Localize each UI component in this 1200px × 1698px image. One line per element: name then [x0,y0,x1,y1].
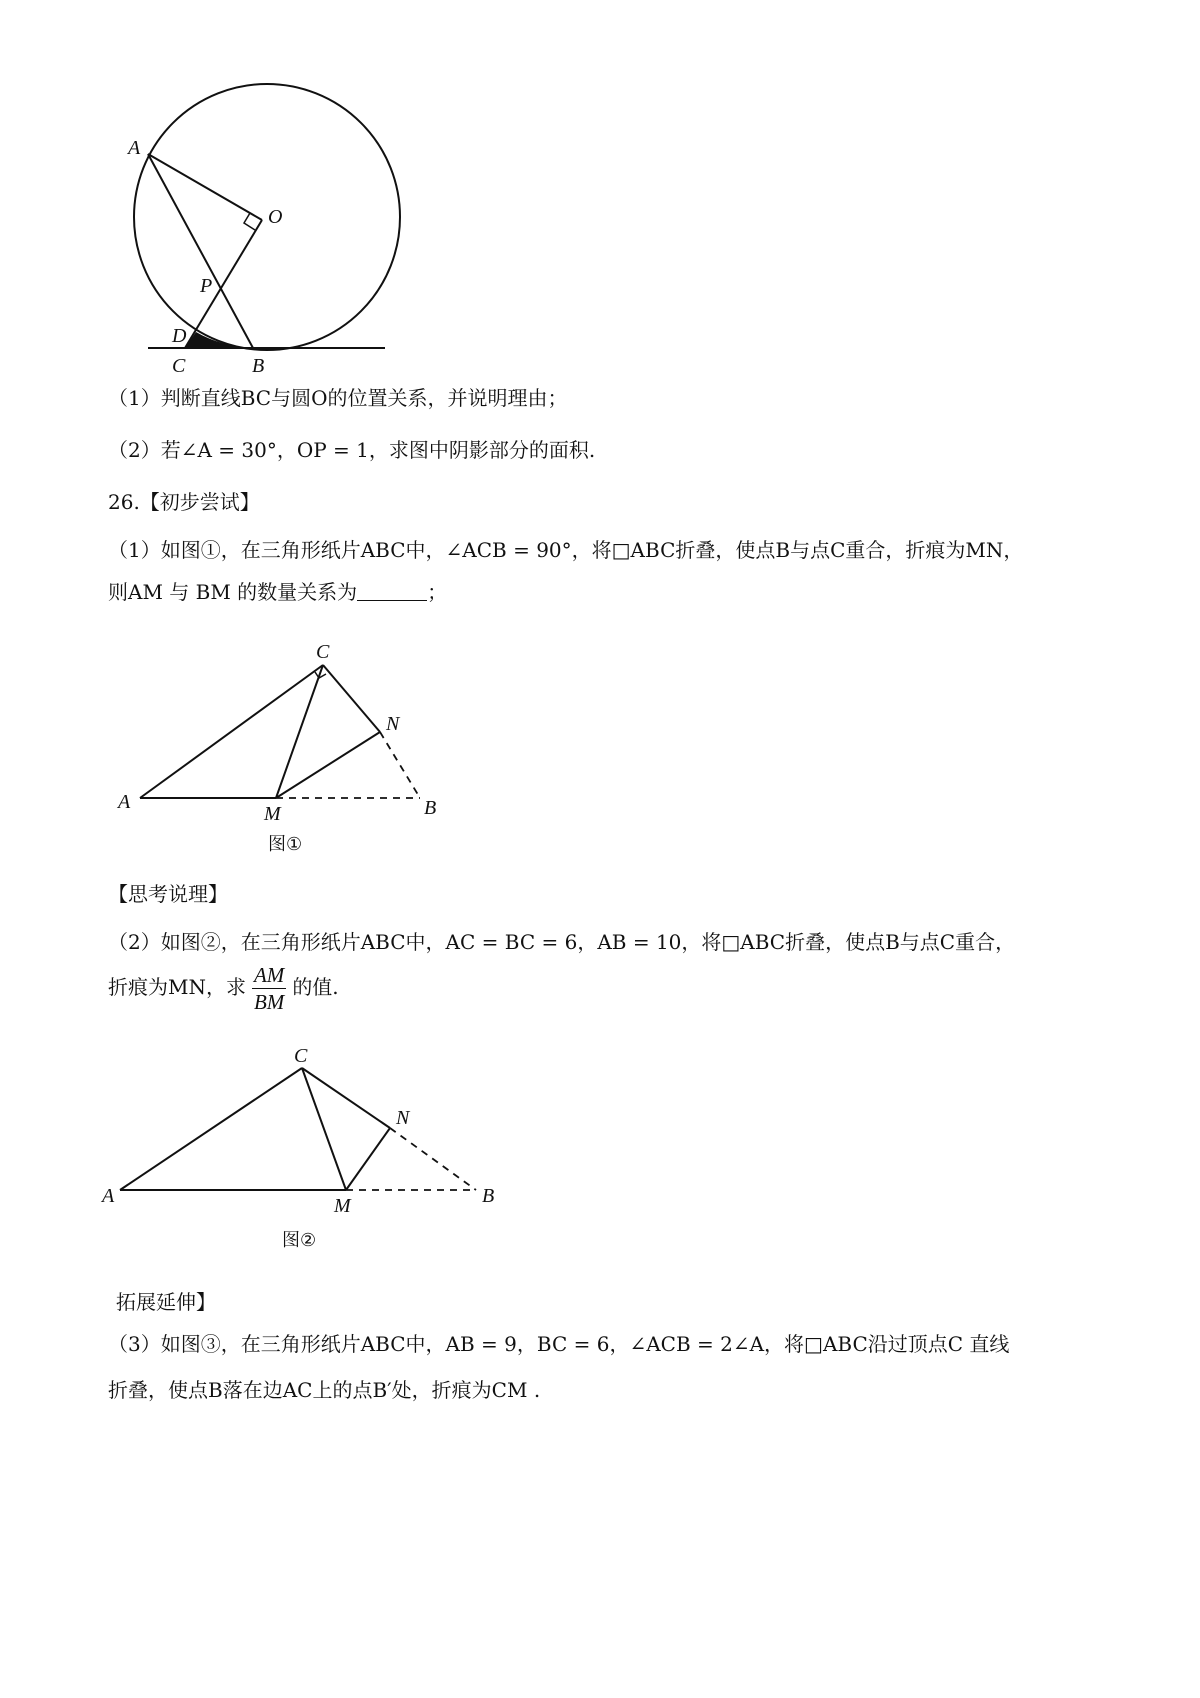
q26-part1-line2 [108,578,447,606]
q26-part1-line2-text: 则AM 与 BM 的数量关系为 [108,580,358,604]
fig1-segment-cm [276,665,323,798]
circle-o [134,84,400,350]
q25-part1: （1）判断直线BC与圆O的位置关系，并说明理由； [108,386,568,410]
segment-ab [148,154,253,348]
fig2-caption: 图② [282,1230,317,1251]
label-o: O [268,206,283,228]
fig1-segment-ac [140,665,323,798]
q26-heading3: 拓展延伸】 [116,1290,216,1314]
fig2-segment-nb [390,1128,476,1190]
fig1-label-n: N [386,713,400,735]
fig1-label-a: A [118,791,131,813]
label-a: A [128,137,141,159]
fig2-label-b: B [482,1185,495,1207]
fraction-am-bm [252,962,286,1015]
fig1-label-c: C [316,641,330,663]
q26-part2-line2-end: 的值. [292,975,339,999]
fig2-label-m: M [334,1195,351,1217]
fig1-segment-cn [323,665,380,732]
q25-part2: （2）若∠A = 30°，OP = 1，求图中阴影部分的面积. [108,438,596,462]
q26-part1-line2-end: ； [427,580,448,604]
figure-1-svg [110,630,470,860]
fig2-segment-cn [302,1068,390,1128]
answer-blank[interactable] [357,582,427,601]
q26-part3-line2: 折叠，使点B落在边AC上的点B′处，折痕为CM . [108,1378,541,1402]
fig1-label-m: M [264,803,281,825]
segment-oc [185,220,262,348]
q26-part2-line2 [108,962,339,1015]
q26-heading2: 【思考说理】 [108,882,228,906]
q26-heading: 26.【初步尝试】 [108,490,260,514]
fig2-label-n: N [396,1107,410,1129]
q26-part2-line1: （2）如图②，在三角形纸片ABC中，AC = BC = 6，AB = 10，将□ABC折叠，使点B与点C重合， [108,930,1016,954]
label-d: D [172,325,187,347]
fraction-numerator: AM [253,963,285,987]
figure-2 [100,1040,520,1260]
figure-1 [110,630,470,860]
fig1-caption: 图① [268,834,303,855]
circle-figure [128,80,420,380]
fig1-segment-nb [380,732,420,798]
fig2-segment-ac [120,1068,302,1190]
fig1-label-b: B [424,797,437,819]
fraction-denominator: BM [253,990,285,1014]
label-c: C [172,355,186,377]
fig2-segment-cm [302,1068,346,1190]
fig2-label-a: A [102,1185,115,1207]
q26-part2-line2-text: 折痕为MN，求 [108,975,246,999]
fig1-segment-mn [276,732,380,798]
q26-part3-line1: （3）如图③，在三角形纸片ABC中，AB = 9，BC = 6，∠ACB = 2∠A，将□ABC沿过顶点C 直线 [108,1332,1010,1356]
label-p: P [200,275,213,297]
q26-part1-line1: （1）如图①，在三角形纸片ABC中，∠ACB = 90°，将□ABC折叠，使点B与点C重合，折痕为MN， [108,538,1024,562]
circle-figure-svg [128,80,420,380]
figure-2-svg [100,1040,520,1260]
fig2-segment-mn [346,1128,390,1190]
fig2-label-c: C [294,1045,308,1067]
label-b: B [252,355,265,377]
